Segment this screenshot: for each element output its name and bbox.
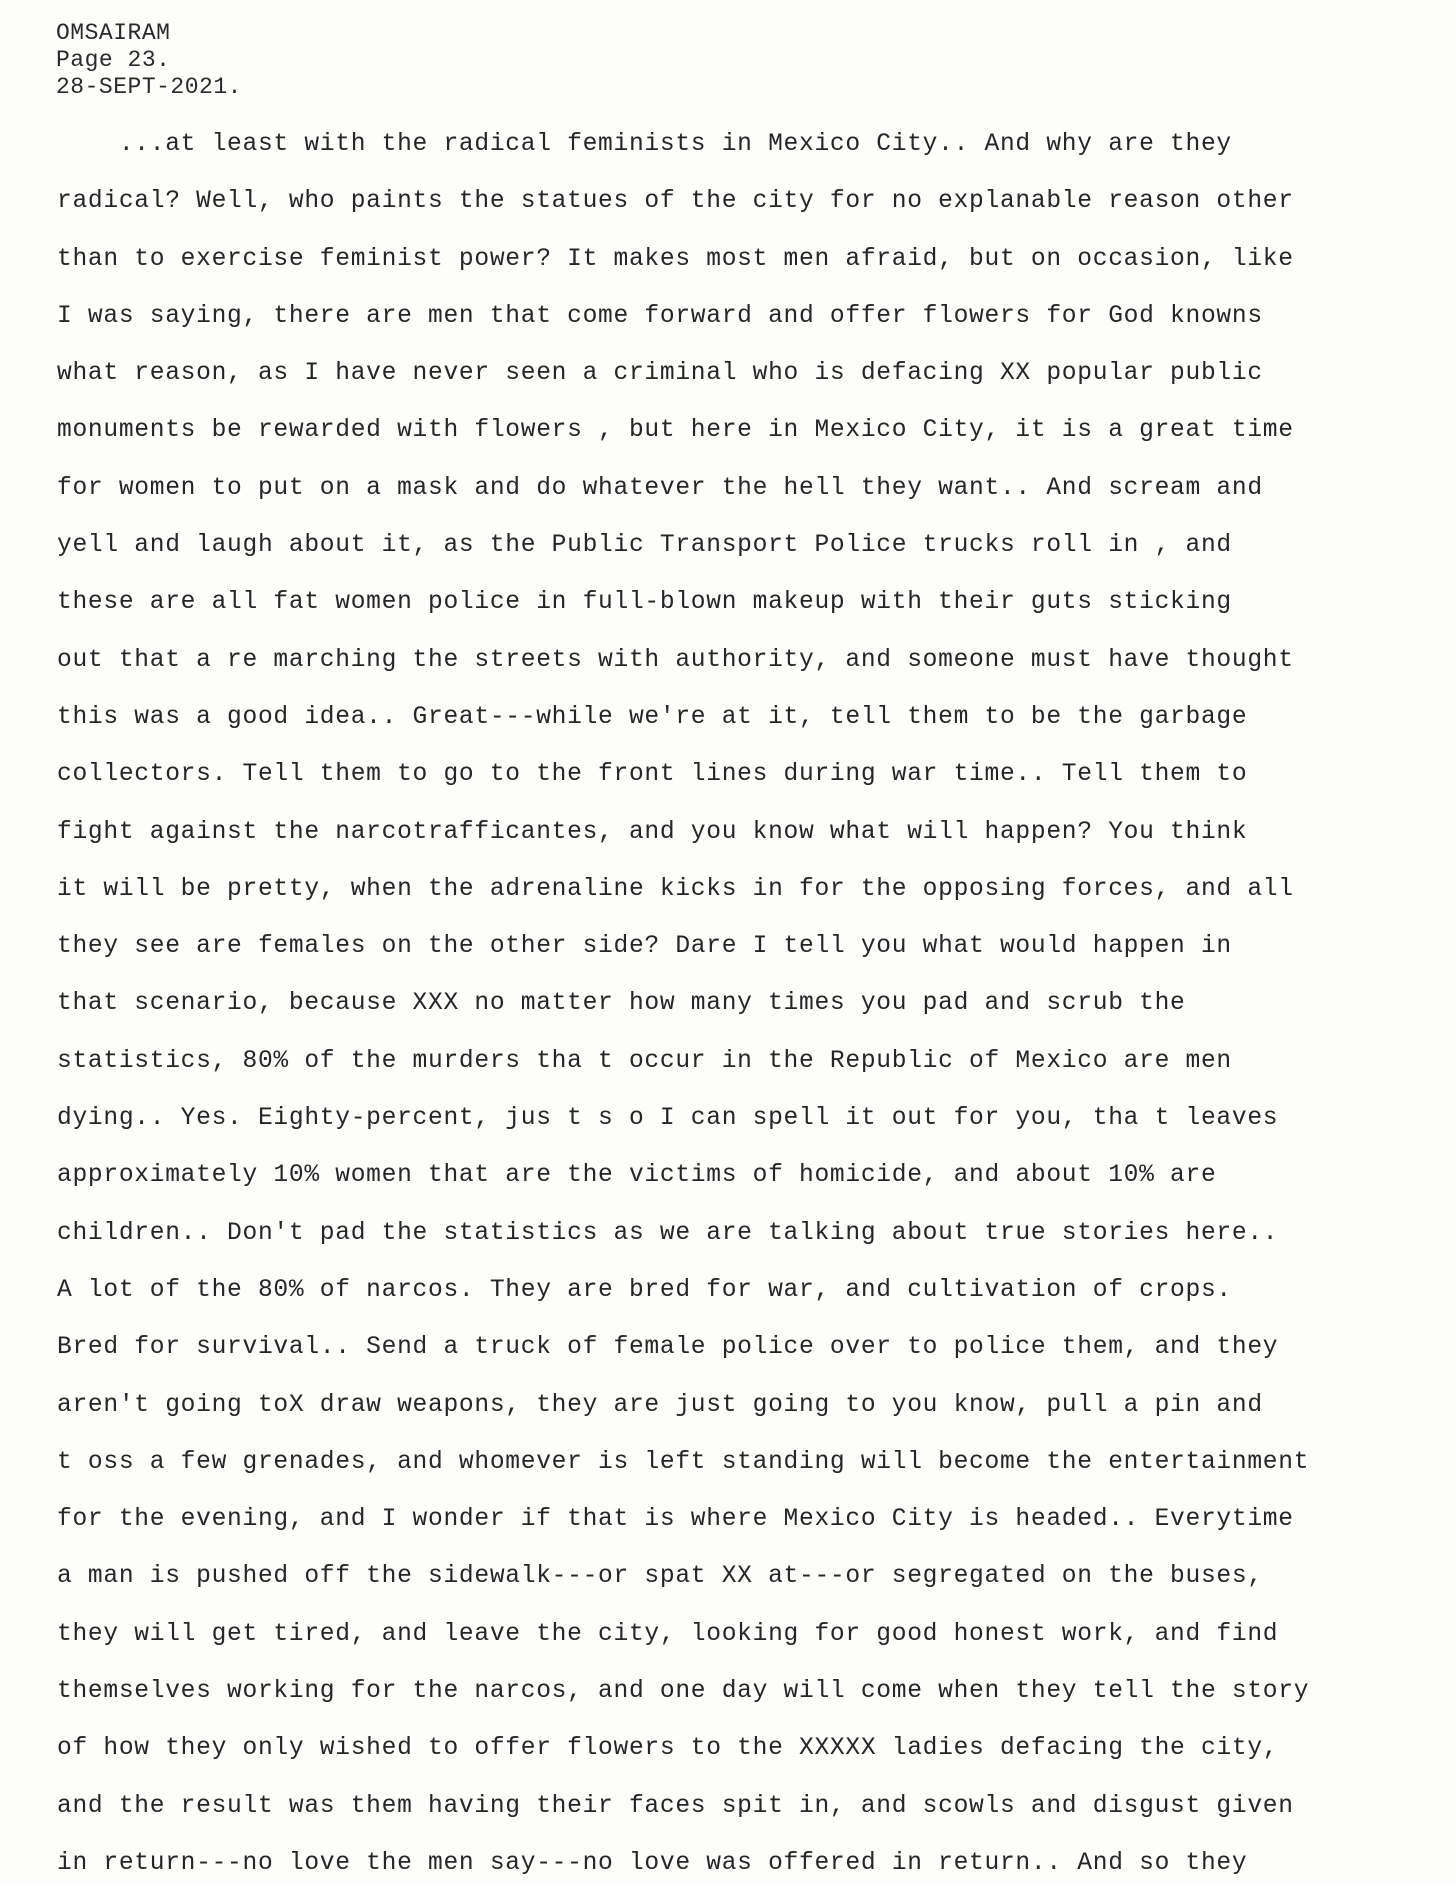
text-line: themselves working for the narcos, and one day will come when they tell the story: [57, 1678, 1310, 1706]
text-line: monuments be rewarded with flowers , but here in Mexico City, it is a great time: [57, 417, 1294, 445]
text-line: radical? Well, who paints the statues of the city for no explanable reason other: [57, 188, 1294, 216]
header-date: 28-SEPT-2021.: [56, 74, 242, 100]
text-line: a man is pushed off the sidewalk---or spat XX at---or segregated on the buses,: [57, 1563, 1263, 1591]
text-line: they see are females on the other side? Dare I tell you what would happen in: [57, 933, 1232, 961]
text-line: fight against the narcotrafficantes, and you know what will happen? You think: [57, 818, 1248, 846]
text-line: I was saying, there are men that come forward and offer flowers for God knowns: [57, 302, 1263, 330]
text-line: it will be pretty, when the adrenaline kicks in for the opposing forces, and all: [57, 875, 1294, 903]
text-line: for the evening, and I wonder if that is where Mexico City is headed.. Everytime: [57, 1506, 1294, 1534]
text-line: Bred for survival.. Send a truck of female police over to police them, and they: [57, 1334, 1279, 1362]
text-line: approximately 10% women that are the victims of homicide, and about 10% are: [57, 1162, 1217, 1190]
header-title: OMSAIRAM: [56, 20, 171, 46]
text-line: A lot of the 80% of narcos. They are bred for war, and cultivation of crops.: [57, 1276, 1232, 1304]
page-header: [56, 20, 242, 101]
text-line: for women to put on a mask and do whatever the hell they want.. And scream and: [57, 474, 1263, 502]
text-line: and the result was them having their faces spit in, and scowls and disgust given: [57, 1792, 1294, 1820]
header-page-number: Page 23.: [56, 47, 171, 73]
text-line: yell and laugh about it, as the Public Transport Police trucks roll in , and: [57, 532, 1232, 560]
text-line: this was a good idea.. Great---while we're at it, tell them to be the garbage: [57, 703, 1248, 731]
text-line: of how they only wished to offer flowers to the XXXXX ladies defacing the city,: [57, 1735, 1279, 1763]
text-line: ...at least with the radical feminists in Mexico City.. And why are they: [57, 131, 1232, 158]
body-text: [57, 125, 1447, 1901]
text-line: that scenario, because XXX no matter how many times you pad and scrub the: [57, 990, 1186, 1018]
text-line: children.. Don't pad the statistics as we are talking about true stories here..: [57, 1219, 1279, 1247]
text-line: they will get tired, and leave the city, looking for good honest work, and find: [57, 1620, 1279, 1648]
text-line: these are all fat women police in full-blown makeup with their guts sticking: [57, 589, 1232, 617]
text-line: what reason, as I have never seen a criminal who is defacing XX popular public: [57, 360, 1263, 388]
text-line: statistics, 80% of the murders tha t occur in the Republic of Mexico are men: [57, 1047, 1232, 1075]
text-line: aren't going toX draw weapons, they are just going to you know, pull a pin and: [57, 1391, 1263, 1419]
text-line: than to exercise feminist power? It makes most men afraid, but on occasion, like: [57, 245, 1294, 273]
text-line: out that a re marching the streets with authority, and someone must have thought: [57, 646, 1294, 674]
text-line: collectors. Tell them to go to the front lines during war time.. Tell them to: [57, 761, 1248, 789]
text-line: dying.. Yes. Eighty-percent, jus t s o I can spell it out for you, tha t leaves: [57, 1105, 1279, 1133]
text-line: in return---no love the men say---no love was offered in return.. And so they: [57, 1849, 1248, 1877]
text-line: t oss a few grenades, and whomever is left standing will become the entertainment: [57, 1448, 1310, 1476]
